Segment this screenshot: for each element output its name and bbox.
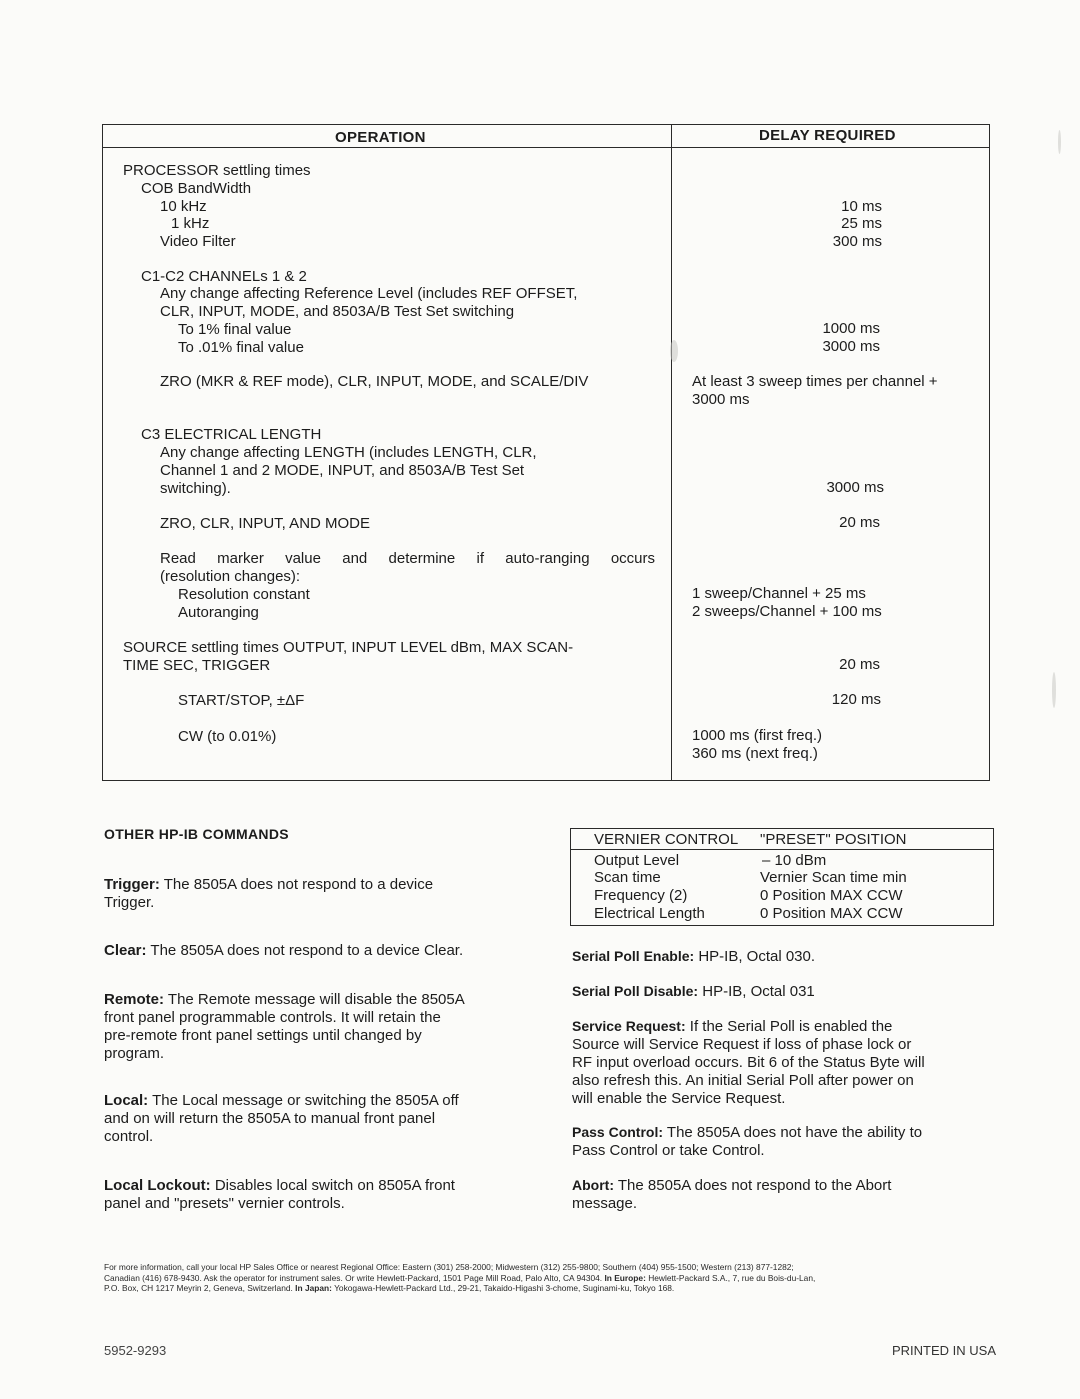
delay-cell: 3000 ms bbox=[822, 338, 880, 355]
vernier-control: Scan time bbox=[594, 869, 661, 886]
delay-cell: 360 ms (next freq.) bbox=[692, 745, 818, 762]
command-text: The Local message or switching the 8505A off bbox=[148, 1092, 459, 1109]
operation-cell: CLR, INPUT, MODE, and 8503A/B Test Set switching bbox=[160, 303, 515, 320]
command-text: If the Serial Poll is enabled the bbox=[685, 1018, 893, 1035]
command-term: Serial Poll Disable: bbox=[572, 983, 699, 999]
delay-cell: At least 3 sweep times per channel + bbox=[692, 373, 938, 390]
contact-line: P.O. Box, CH 1217 Meyrin 2, Geneva, Switzerland. In Japan: Yokogawa-Hewlett-Packard Ltd., 29-21, Takaido-Higashi 3-chome, Suginami-ku, Tokyo 168. bbox=[104, 1283, 675, 1293]
command-term: Trigger: bbox=[104, 876, 160, 893]
vernier-preset: 0 Position MAX CCW bbox=[760, 905, 903, 922]
command-term: Local: bbox=[104, 1092, 149, 1109]
command-text: message. bbox=[572, 1195, 638, 1212]
delay-cell: 3000 ms bbox=[826, 479, 884, 496]
delay-cell: 120 ms bbox=[831, 691, 881, 708]
operation-cell: To .01% final value bbox=[178, 339, 304, 356]
command-text: The 8505A does not respond to a device Clear. bbox=[146, 942, 464, 959]
command-term: Local Lockout: bbox=[104, 1177, 211, 1194]
operation-cell: (resolution changes): bbox=[160, 568, 301, 585]
vernier-control: Electrical Length bbox=[594, 905, 705, 922]
command-pass-control bbox=[572, 1123, 922, 1160]
command-term: Clear: bbox=[104, 942, 147, 959]
operation-cell: ZRO, CLR, INPUT, AND MODE bbox=[160, 515, 371, 532]
operation-cell: PROCESSOR settling times bbox=[123, 162, 311, 179]
command-serial-poll-enable bbox=[572, 947, 815, 966]
command-term: Pass Control: bbox=[572, 1124, 664, 1140]
operation-cell: Video Filter bbox=[160, 233, 236, 250]
vernier-column-header-preset: "PRESET" POSITION bbox=[760, 831, 907, 848]
command-term: Serial Poll Enable: bbox=[572, 948, 695, 964]
operation-cell: SOURCE settling times OUTPUT, INPUT LEVEL dBm, MAX SCAN- bbox=[123, 639, 574, 656]
command-text: Trigger. bbox=[104, 894, 155, 911]
command-abort bbox=[572, 1176, 891, 1213]
operation-cell: ZRO (MKR & REF mode), CLR, INPUT, MODE, and SCALE/DIV bbox=[160, 373, 589, 390]
vernier-header-rule bbox=[570, 849, 994, 850]
command-text: panel and "presets" vernier controls. bbox=[104, 1195, 345, 1212]
vernier-preset: 0 Position MAX CCW bbox=[760, 887, 903, 904]
command-text: will enable the Service Request. bbox=[572, 1090, 786, 1107]
command-text: front panel programmable controls. It will retain the bbox=[104, 1009, 441, 1026]
command-clear bbox=[104, 942, 463, 960]
command-text: pre-remote front panel settings until changed by bbox=[104, 1027, 422, 1044]
command-text: RF input overload occurs. Bit 6 of the Status Byte will bbox=[572, 1054, 925, 1071]
command-serial-poll-disable bbox=[572, 982, 815, 1001]
command-local bbox=[104, 1092, 459, 1146]
vernier-preset: Vernier Scan time min bbox=[760, 869, 907, 886]
operation-cell: TIME SEC, TRIGGER bbox=[123, 657, 271, 674]
contact-line: Canadian (416) 678-9430. Ask the operator for instrument sales. Or write Hewlett-Packard, 1501 Page Mill Road, Palo Alto, CA 94304. In Europe: Hewlett-Packard S.A., 7, rue du Bois-du-Lan, bbox=[104, 1272, 816, 1283]
command-text: HP-IB, Octal 031 bbox=[698, 983, 815, 1000]
scan-speck bbox=[670, 340, 678, 362]
operation-cell: C3 ELECTRICAL LENGTH bbox=[141, 426, 322, 443]
section-heading: OTHER HP-IB COMMANDS bbox=[104, 826, 289, 842]
operation-cell: 10 kHz bbox=[160, 198, 207, 215]
column-header-operation: OPERATION bbox=[335, 129, 426, 146]
operation-cell: Any change affecting Reference Level (includes REF OFFSET, bbox=[160, 285, 578, 302]
table-header-rule bbox=[102, 147, 990, 148]
delay-cell: 1 sweep/Channel + 25 ms bbox=[692, 585, 866, 602]
command-text: The 8505A does not have the ability to bbox=[663, 1124, 923, 1141]
operation-cell: COB BandWidth bbox=[141, 180, 252, 197]
column-header-delay: DELAY REQUIRED bbox=[759, 127, 896, 144]
command-term: Service Request: bbox=[572, 1018, 686, 1034]
delay-cell: 25 ms bbox=[841, 215, 882, 232]
command-text: Source will Service Request if loss of phase lock or bbox=[572, 1036, 912, 1053]
operation-cell: START/STOP, ±ΔF bbox=[178, 692, 305, 709]
operation-cell: Channel 1 and 2 MODE, INPUT, and 8503A/B Test Set bbox=[160, 462, 525, 479]
delay-cell: 20 ms bbox=[839, 514, 880, 531]
command-service-request bbox=[572, 1017, 925, 1108]
command-text: HP-IB, Octal 030. bbox=[694, 948, 816, 965]
command-term: Abort: bbox=[572, 1177, 614, 1193]
command-text: program. bbox=[104, 1045, 165, 1062]
operation-cell: switching). bbox=[160, 480, 231, 497]
command-term: Remote: bbox=[104, 991, 165, 1008]
command-text: The Remote message will disable the 8505A bbox=[164, 991, 465, 1008]
printed-in-usa: PRINTED IN USA bbox=[891, 1343, 996, 1358]
delay-cell: 1000 ms (first freq.) bbox=[692, 727, 823, 744]
contact-information bbox=[104, 1262, 815, 1294]
command-text: Disables local switch on 8505A front bbox=[210, 1177, 455, 1194]
scan-speck bbox=[1052, 672, 1056, 708]
part-number: 5952-9293 bbox=[104, 1343, 167, 1358]
delay-cell: 300 ms bbox=[832, 233, 882, 250]
command-text: The 8505A does not respond to a device bbox=[159, 876, 434, 893]
vernier-control: Output Level bbox=[594, 852, 680, 869]
delay-cell: 10 ms bbox=[841, 198, 882, 215]
vernier-control: Frequency (2) bbox=[594, 887, 688, 904]
operation-cell: 1 kHz bbox=[171, 215, 210, 232]
command-text: also refresh this. An initial Serial Poll after power on bbox=[572, 1072, 914, 1089]
command-trigger bbox=[104, 876, 433, 912]
operation-cell: CW (to 0.01%) bbox=[178, 728, 277, 745]
command-text: Pass Control or take Control. bbox=[572, 1142, 765, 1159]
command-text: control. bbox=[104, 1128, 154, 1145]
delay-cell: 3000 ms bbox=[692, 391, 750, 408]
operation-cell: C1-C2 CHANNELs 1 & 2 bbox=[141, 268, 307, 285]
command-text: and on will return the 8505A to manual front panel bbox=[104, 1110, 436, 1127]
operation-cell: Resolution constant bbox=[178, 586, 310, 603]
scan-speck bbox=[1058, 130, 1061, 154]
command-remote bbox=[104, 991, 465, 1063]
contact-line: For more information, call your local HP Sales Office or nearest Regional Office: Eastern (301) 258-2000; Midwestern (312) 255-9800; Southern (404) 955-1500; Western (213) 877-1282; bbox=[104, 1262, 794, 1272]
operation-cell: To 1% final value bbox=[178, 321, 292, 338]
operation-cell: Any change affecting LENGTH (includes LENGTH, CLR, bbox=[160, 444, 537, 461]
table-column-divider bbox=[671, 124, 672, 781]
command-local-lockout bbox=[104, 1177, 455, 1213]
operation-cell: Autoranging bbox=[178, 604, 259, 621]
vernier-preset: – 10 dBm bbox=[762, 852, 827, 869]
vernier-column-header-control: VERNIER CONTROL bbox=[594, 831, 739, 848]
operation-cell: Read marker value and determine if auto-ranging occurs bbox=[160, 550, 655, 567]
delay-cell: 20 ms bbox=[839, 656, 880, 673]
delay-cell: 1000 ms bbox=[822, 320, 880, 337]
delay-cell: 2 sweeps/Channel + 100 ms bbox=[692, 603, 882, 620]
command-text: The 8505A does not respond to the Abort bbox=[614, 1177, 892, 1194]
